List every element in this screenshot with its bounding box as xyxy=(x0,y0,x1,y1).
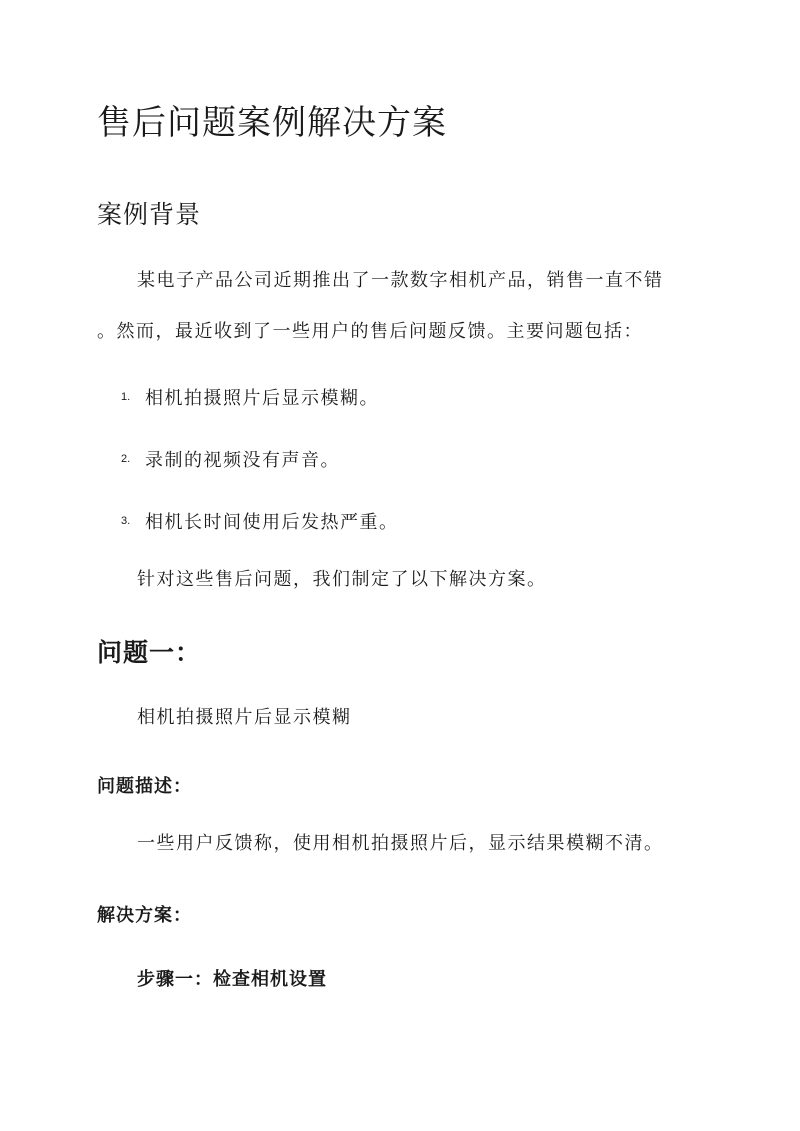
list-number: 1. xyxy=(121,391,131,403)
solution-heading: 解决方案： xyxy=(97,905,192,926)
background-paragraph-line-2: 。然而，最近收到了一些用户的售后问题反馈。主要问题包括： xyxy=(97,321,643,342)
background-closing-paragraph: 针对这些售后问题，我们制定了以下解决方案。 xyxy=(137,569,547,590)
background-paragraph-line-1: 某电子产品公司近期推出了一款数字相机产品，销售一直不错 xyxy=(137,270,664,291)
list-number: 2. xyxy=(121,453,131,465)
issue-list-item xyxy=(121,446,340,472)
section-heading-problem-one: 问题一： xyxy=(97,638,202,667)
section-heading-background: 案例背景 xyxy=(97,200,202,229)
description-heading: 问题描述： xyxy=(97,776,192,797)
issue-list-item xyxy=(121,384,379,410)
problem-one-summary: 相机拍摄照片后显示模糊 xyxy=(137,707,352,728)
list-item-text: 相机拍摄照片后显示模糊。 xyxy=(145,388,379,409)
list-number: 3. xyxy=(121,515,131,527)
list-item-text: 相机长时间使用后发热严重。 xyxy=(145,512,399,533)
problem-one-description: 一些用户反馈称，使用相机拍摄照片后，显示结果模糊不清。 xyxy=(137,833,664,854)
issue-list-item xyxy=(121,508,399,534)
list-item-text: 录制的视频没有声音。 xyxy=(145,450,340,471)
solution-step-1: 步骤一：检查相机设置 xyxy=(137,969,327,990)
document-title: 售后问题案例解决方案 xyxy=(97,103,447,143)
